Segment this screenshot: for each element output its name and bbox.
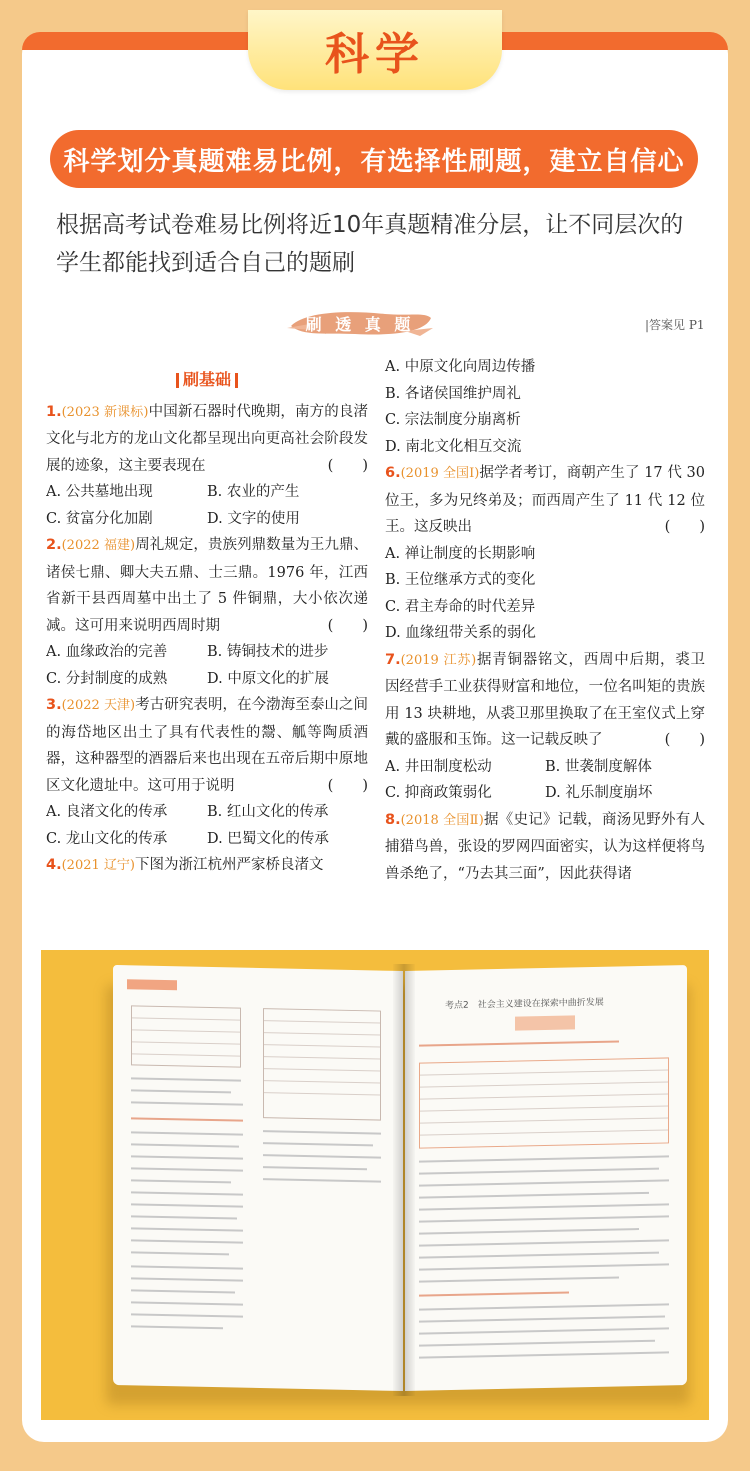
book-left-page (113, 965, 403, 1391)
bracket-right-icon (235, 373, 238, 388)
title-tab (248, 10, 502, 90)
book-spine (393, 964, 415, 1396)
question-3: 3.(2022 天津)考古研究表明，在今渤海至泰山之间的海岱地区出土了具有代表性的鬶、觚等陶质酒器，这种器型的酒器后来也出现在五帝后期中原地区文化遗址中。这可用于说明 ( ) (46, 697, 368, 794)
option[interactable]: D. 文字的使用 (207, 510, 300, 527)
question-7-options (385, 754, 705, 807)
question-2: 2.(2022 福建)周礼规定，贵族列鼎数量为王九鼎、诸侯七鼎、卿大夫五鼎、士三鼎。1976 年，江西省新干县西周墓中出土了 5 件铜鼎，大小依次递减。这可用来说明西周时期 ( ) (46, 537, 368, 634)
option[interactable]: B. 农业的产生 (207, 484, 300, 500)
answer-reference: |答案见 P1 (645, 318, 705, 332)
section-heading: 刷基础 (46, 367, 368, 394)
option[interactable]: B. 铸铜技术的进步 (207, 644, 329, 660)
question-1: 1.(2023 新课标)中国新石器时代晚期，南方的良渚文化与北方的龙山文化都呈现出向更高社会阶段发展的迹象，这主要表现在 ( ) (46, 403, 368, 474)
question-1-options (46, 479, 368, 532)
option[interactable]: B. 红山文化的传承 (207, 804, 329, 820)
page-title: 科学 (325, 29, 425, 80)
option[interactable]: A. 中原文化向周边传播 (385, 359, 536, 375)
question-8: 8.(2018 全国Ⅱ)据《史记》记载，商汤见野外有人捕猎鸟兽，张设的罗网四面密实，认为这样便将鸟兽杀绝了，“乃去其三面”，因此获得诸 (385, 811, 705, 882)
question-7: 7.(2019 江苏)据青铜器铭文，西周中后期，裘卫因经营手工业获得财富和地位，一位名叫矩的贵族用 13 块耕地，从裘卫那里换取了在王室仪式上穿戴的盛服和玉饰。这一记载反映了 ( ) (385, 651, 705, 748)
description-text: 根据高考试卷难易比例将近10年真题精准分层，让不同层次的学生都能找到适合自己的题刷 (56, 212, 684, 276)
option[interactable]: C. 抑商政策弱化 (385, 785, 492, 801)
option[interactable]: B. 世袭制度解体 (545, 758, 652, 775)
option[interactable]: B. 王位继承方式的变化 (385, 572, 536, 588)
left-column (46, 367, 368, 880)
page-table (419, 1057, 669, 1148)
option[interactable]: A. 公共墓地出现 (46, 484, 153, 500)
bracket-left-icon (176, 373, 179, 388)
page-tag (515, 1015, 575, 1030)
option[interactable]: C. 龙山文化的传承 (46, 830, 168, 847)
page-heading: 考点2 社会主义建设在探索中曲折发展 (445, 997, 604, 1012)
question-3-options (46, 799, 368, 852)
option[interactable]: D. 巴蜀文化的传承 (207, 830, 329, 847)
option[interactable]: D. 礼乐制度崩坏 (545, 785, 653, 801)
book-right-page (405, 965, 687, 1391)
option[interactable]: A. 血缘政治的完善 (46, 644, 168, 660)
option[interactable]: C. 贫富分化加剧 (46, 510, 153, 527)
option[interactable]: A. 良渚文化的传承 (46, 804, 168, 820)
option[interactable]: C. 君主寿命的时代差异 (385, 598, 536, 615)
ornament-text: 刷 透 真 题 (305, 314, 415, 334)
right-column (385, 354, 705, 887)
question-4: 4.(2021 辽宁)下图为浙江杭州严家桥良渚文 (46, 857, 324, 873)
question-2-options (46, 639, 368, 692)
book-photo (41, 950, 709, 1420)
option[interactable]: D. 中原文化的扩展 (207, 670, 329, 687)
option[interactable]: D. 血缘纽带关系的弱化 (385, 625, 536, 641)
page-table (131, 1005, 241, 1067)
option[interactable]: C. 分封制度的成熟 (46, 670, 168, 687)
option[interactable]: B. 各诸侯国维护周礼 (385, 385, 521, 402)
page-tag (127, 979, 177, 990)
page-table (263, 1008, 381, 1120)
option[interactable]: A. 井田制度松动 (385, 758, 492, 775)
slogan-banner: 科学划分真题难易比例，有选择性刷题，建立自信心 (50, 130, 698, 188)
option[interactable]: C. 宗法制度分崩离析 (385, 412, 521, 428)
brush-ornament (285, 306, 435, 340)
option[interactable]: A. 禅让制度的长期影响 (385, 545, 536, 562)
question-6: 6.(2019 全国Ⅰ)据学者考订，商朝产生了 17 代 30 位王，多为兄终弟及；而西周产生了 11 代 12 位王。这反映出 ( ) (385, 465, 705, 535)
option[interactable]: D. 南北文化相互交流 (385, 438, 522, 455)
